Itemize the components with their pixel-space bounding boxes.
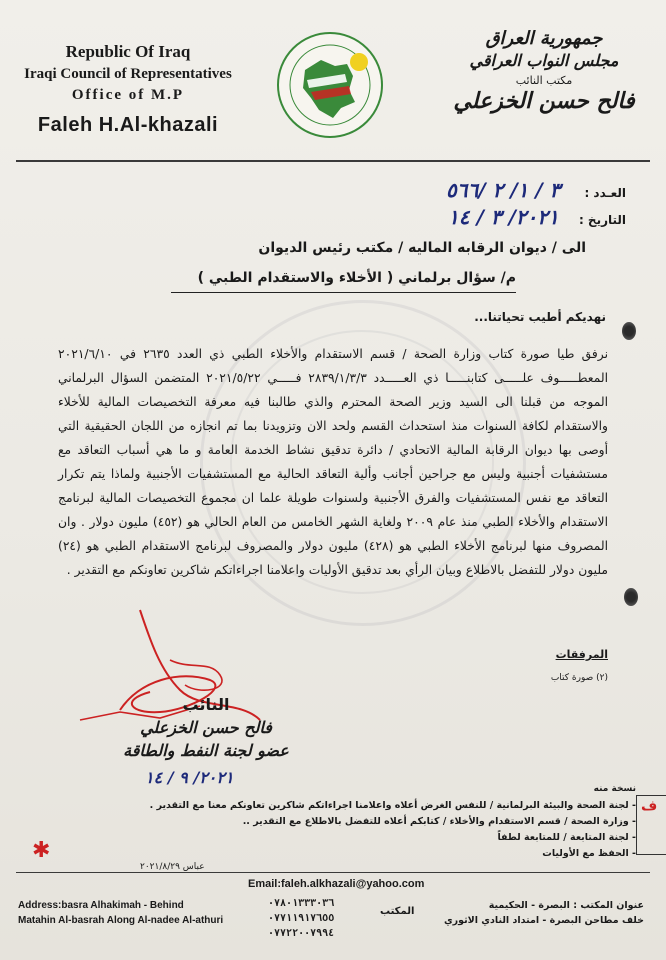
phone-number: ٠٧٧١١٩١٧٦٥٥ bbox=[268, 913, 335, 924]
subject-line: م/ سؤال برلماني ( الأخلاء والاستقدام الطبي ) bbox=[197, 270, 516, 286]
address-arabic bbox=[444, 898, 644, 928]
punch-hole bbox=[622, 322, 636, 340]
copy-item: - وزارة الصحة / قسم الاستقدام والأخلاء / كتابكم أعلاه للتفضل بالاطلاع مع التقدير .. bbox=[242, 816, 636, 827]
red-asterisk-mark: ✱ bbox=[32, 838, 51, 863]
address-en-line2: Matahin Al-basrah Along Al-nadee Al-athuri bbox=[18, 915, 224, 926]
date-label: التاريخ : bbox=[578, 213, 626, 227]
office-phone-label: المكتب bbox=[380, 906, 415, 917]
recipient-line: الى / ديوان الرقابه الماليه / مكتب رئيس الديوان bbox=[258, 240, 586, 256]
council-name: Iraqi Council of Representatives bbox=[24, 66, 232, 82]
address-english bbox=[18, 898, 223, 928]
number-value: ٣ / ١/ ٢ /٥٦٦ bbox=[445, 178, 561, 202]
signature-title: النائب bbox=[182, 695, 230, 714]
signature-block bbox=[86, 695, 326, 760]
header-divider bbox=[16, 160, 650, 162]
copy-item: - لجنة المتابعة / للمتابعة لطفاً bbox=[497, 832, 636, 843]
copies-list bbox=[136, 798, 636, 862]
phone-numbers bbox=[268, 896, 334, 941]
typist-date: عباس ٢٠٢١/٨/٢٩ bbox=[140, 862, 205, 872]
address-en-line1: Address:basra Alhakimah - Behind bbox=[18, 900, 184, 911]
mp-name-arabic: فالح حسن الخزعلي bbox=[453, 89, 635, 114]
letter-body bbox=[58, 342, 608, 582]
letter-number bbox=[446, 178, 626, 202]
phone-number: ٠٧٨٠١٣٣٣٠٣٦ bbox=[268, 898, 335, 909]
attachment-item: (٢) صورة كتاب bbox=[550, 673, 608, 683]
mp-name-english: Faleh H.Al-khazali bbox=[37, 114, 219, 136]
office-name: Office of M.P bbox=[71, 87, 185, 103]
email-address: Email:faleh.alkhazali@yahoo.com bbox=[248, 878, 425, 890]
greeting: نهديكم أطيب تحياتنا... bbox=[474, 310, 606, 324]
council-name-arabic: مجلس النواب العراقي bbox=[469, 51, 619, 70]
attachments-title: المرفقات bbox=[555, 648, 608, 661]
phone-number: ٠٧٧٢٢٠٠٧٩٩٤ bbox=[268, 928, 335, 939]
copy-item: - الحفظ مع الأوليات bbox=[542, 848, 636, 859]
copies-title: نسخة منه bbox=[593, 784, 636, 794]
subject-underline bbox=[171, 292, 516, 293]
address-ar-line1: عنوان المكتب : البصرة - الحكيمية bbox=[488, 900, 644, 911]
side-stamp-box: ف bbox=[636, 795, 666, 855]
letter-date bbox=[448, 205, 626, 229]
address-ar-line2: خلف مطاحن البصرة - امتداد النادي الاثوري bbox=[443, 915, 644, 926]
country-name-arabic: جمهورية العراق bbox=[485, 28, 603, 49]
office-name-arabic: مكتب النائب bbox=[515, 74, 573, 87]
english-letterhead bbox=[18, 42, 238, 137]
punch-hole bbox=[624, 588, 638, 606]
body-paragraph: نرفق طيا صورة كتاب وزارة الصحة / قسم الاستقدام والأخلاء الطبي ذي العدد ٢٦٣٥ في ٢٠٢١/٦/١٠ المعطـــــوف علـــــى كتابنـــــا ذي العـــــدد ٢٨٣٩/١/٣/٣ فـــــي ٢٠٢١/٥/٢٢ المتضمن السؤال البرلماني الموجه من قبلنا الى السيد وزير الصحة المحترم والذي طالبنا فيه معرفة التخصيصات المالية للأخلاء والاستقدام لكافة السنوات منذ استحداث القسم ولحد الان وتزويدنا بما تم انجازه من اللجان الحقيقية التي أوصى بها ديوان الرقابة المالية الاتحادي / دائرة تدقيق نشاط الخدمة العامة و ما هي أسباب التعاقد مع مستشفيات أجنبية وليس مع جراحين أجانب وألية التعاقد الحالية مع المستشفيات الأجنبية ولماذا يتم تكرار التعاقد مع نفس المستشفيات والفرق الأجنبية ولسنوات طويلة علما ان مجموع التخصيصات المالية لبرنامج الاستقدام والأخلاء الطبي منذ عام ٢٠٠٩ ولغاية الشهر الخامس من العام الحالي هو (٤٥٢) مليون دولار . وان المصروف منها لبرنامج الأخلاء الطبي هو (٤٢٨) مليون دولار والمصروف لبرنامج الاستقدام الطبي هو (٢٤) مليون دولار للتفضل بالاطلاع وبيان الرأي بعد تدقيق الأوليات واعلامنا اجراءاتكم شاكرين تعاونكم مع التقدير . bbox=[58, 347, 608, 577]
country-name: Republic Of Iraq bbox=[65, 42, 191, 61]
arabic-letterhead bbox=[444, 28, 644, 114]
copy-item: - لجنة الصحة والبيئة البرلمانية / للنفس الغرض أعلاه واعلامنا اجراءاتكم شاكرين تعاونكم معنا مع التقدير . bbox=[149, 800, 636, 811]
council-logo-icon bbox=[275, 30, 385, 140]
signature-name: فالح حسن الخزعلي bbox=[140, 718, 272, 737]
footer-divider bbox=[16, 872, 650, 873]
number-label: العـدد : bbox=[584, 186, 626, 200]
date-value: ٢٠٢١/ ٣ / ١٤ bbox=[448, 205, 559, 229]
signature-date: ٢٠٢١/ ٩ / ١٤ bbox=[145, 768, 234, 787]
signature-role: عضو لجنة النفط والطاقة bbox=[123, 741, 289, 760]
